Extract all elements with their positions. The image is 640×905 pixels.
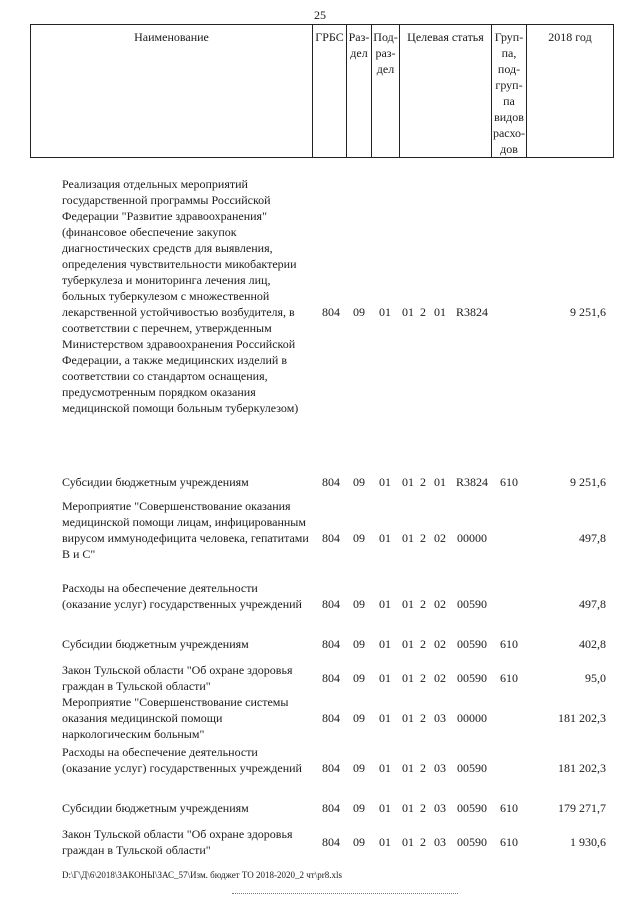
row-target-subprogram: 2 — [420, 761, 426, 775]
row-expense-group: 610 — [500, 475, 518, 489]
row-podrazdel: 01 — [379, 671, 391, 685]
row-target-subprogram: 2 — [420, 711, 426, 725]
row-razdel: 09 — [353, 475, 365, 489]
row-podrazdel: 01 — [379, 761, 391, 775]
row-target-direction: 00590 — [457, 801, 487, 815]
row-target-subprogram: 2 — [420, 531, 426, 545]
row-target-event: 02 — [434, 671, 446, 685]
row-amount: 9 251,6 — [570, 305, 606, 319]
row-podrazdel: 01 — [379, 801, 391, 815]
row-target-subprogram: 2 — [420, 475, 426, 489]
row-razdel: 09 — [353, 597, 365, 611]
row-name: Закон Тульской области "Об охране здоровья граждан в Тульской области" — [62, 663, 293, 693]
row-target-direction: 00590 — [457, 597, 487, 611]
row-podrazdel: 01 — [379, 835, 391, 849]
row-amount: 497,8 — [579, 531, 606, 545]
header-grbs: ГРБС — [315, 30, 344, 44]
row-target-program: 01 — [402, 835, 414, 849]
row-name: Расходы на обеспечение деятельности (оказание услуг) государственных учреждений — [62, 745, 302, 775]
row-target-program: 01 — [402, 801, 414, 815]
row-razdel: 09 — [353, 835, 365, 849]
row-name: Закон Тульской области "Об охране здоровья граждан в Тульской области" — [62, 827, 293, 857]
row-target-event: 02 — [434, 531, 446, 545]
row-target-subprogram: 2 — [420, 305, 426, 319]
row-target-program: 01 — [402, 761, 414, 775]
row-amount: 1 930,6 — [570, 835, 606, 849]
row-name: Реализация отдельных мероприятий государственной программы Российской Федерации "Развитие здравоохранения" (финансовое обеспечение закупок диагностических средств для выявления, определения чувствительности микобактерии туберкулеза и мониторинга лечения лиц, больных туберкулезом с множественной лекарственной устойчивостью возбудителя, в соответствии с перечнем, утвержденным Министерством здравоохранения Российской Федерации, а также медицинских изделий в соответствии со стандартом оснащения, предусмотренным порядком оказания медицинской помощи больным туберкулезом) — [62, 177, 299, 415]
row-target-direction: R3824 — [455, 305, 488, 319]
row-target-direction: 00590 — [457, 671, 487, 685]
row-expense-group: 610 — [500, 801, 518, 815]
row-name: Мероприятие "Совершенствование оказания медицинской помощи лицам, инфицированным вирусом иммунодефицита человека, гепатитами В и С" — [62, 499, 309, 561]
row-name: Мероприятие "Совершенствование системы оказания медицинской помощи наркологическим больным" — [62, 695, 289, 741]
row-podrazdel: 01 — [379, 637, 391, 651]
row-target-direction: 00000 — [457, 531, 487, 545]
row-razdel: 09 — [353, 801, 365, 815]
row-grbs: 804 — [322, 671, 340, 685]
row-podrazdel: 01 — [379, 597, 391, 611]
row-podrazdel: 01 — [379, 531, 391, 545]
row-podrazdel: 01 — [379, 711, 391, 725]
row-target-subprogram: 2 — [420, 801, 426, 815]
row-grbs: 804 — [322, 637, 340, 651]
row-target-event: 03 — [434, 761, 446, 775]
row-amount: 181 202,3 — [558, 711, 606, 725]
row-target-event: 01 — [434, 305, 446, 319]
row-grbs: 804 — [322, 761, 340, 775]
row-razdel: 09 — [353, 637, 365, 651]
row-grbs: 804 — [322, 305, 340, 319]
row-grbs: 804 — [322, 531, 340, 545]
row-target-event: 03 — [434, 835, 446, 849]
row-target-direction: 00590 — [457, 835, 487, 849]
row-amount: 95,0 — [585, 671, 606, 685]
row-grbs: 804 — [322, 475, 340, 489]
header-name: Наименование — [134, 30, 209, 44]
row-razdel: 09 — [353, 671, 365, 685]
row-razdel: 09 — [353, 761, 365, 775]
row-amount: 179 271,7 — [558, 801, 606, 815]
row-expense-group: 610 — [500, 671, 518, 685]
row-target-program: 01 — [402, 711, 414, 725]
row-target-program: 01 — [402, 597, 414, 611]
row-target-program: 01 — [402, 531, 414, 545]
file-path-footer: D:\Г\Д\6\2018\ЗАКОНЫ\ЗАС_57\Изм. бюджет ТО 2018-2020_2 чт\pr8.xls — [62, 870, 342, 880]
row-target-program: 01 — [402, 305, 414, 319]
header-expense-group: Груп- па, под- груп- па видов расхо- дов — [492, 30, 526, 156]
column-divider — [613, 24, 614, 158]
row-target-program: 01 — [402, 671, 414, 685]
row-amount: 497,8 — [579, 597, 606, 611]
row-razdel: 09 — [353, 305, 365, 319]
row-target-event: 02 — [434, 597, 446, 611]
row-target-program: 01 — [402, 637, 414, 651]
page-number: 25 — [314, 8, 326, 22]
header-podrazdel: Под- раз- дел — [373, 30, 398, 76]
row-target-direction: 00590 — [457, 761, 487, 775]
row-name: Субсидии бюджетным учреждениям — [62, 637, 249, 651]
row-name: Расходы на обеспечение деятельности (оказание услуг) государственных учреждений — [62, 581, 302, 611]
row-target-direction: 00590 — [457, 637, 487, 651]
row-grbs: 804 — [322, 835, 340, 849]
footer-divider — [232, 893, 458, 894]
header-target-article: Целевая статья — [407, 30, 484, 44]
row-podrazdel: 01 — [379, 305, 391, 319]
row-name: Субсидии бюджетным учреждениям — [62, 475, 249, 489]
row-target-direction: R3824 — [455, 475, 488, 489]
row-target-event: 03 — [434, 801, 446, 815]
row-grbs: 804 — [322, 597, 340, 611]
row-target-subprogram: 2 — [420, 637, 426, 651]
row-target-subprogram: 2 — [420, 597, 426, 611]
row-target-program: 01 — [402, 475, 414, 489]
row-target-event: 03 — [434, 711, 446, 725]
row-target-subprogram: 2 — [420, 835, 426, 849]
header-razdel: Раз- дел — [348, 30, 370, 60]
row-podrazdel: 01 — [379, 475, 391, 489]
row-grbs: 804 — [322, 801, 340, 815]
row-razdel: 09 — [353, 531, 365, 545]
row-target-direction: 00000 — [457, 711, 487, 725]
row-expense-group: 610 — [500, 637, 518, 651]
row-target-event: 01 — [434, 475, 446, 489]
row-expense-group: 610 — [500, 835, 518, 849]
row-amount: 402,8 — [579, 637, 606, 651]
row-name: Субсидии бюджетным учреждениям — [62, 801, 249, 815]
row-amount: 9 251,6 — [570, 475, 606, 489]
row-grbs: 804 — [322, 711, 340, 725]
row-razdel: 09 — [353, 711, 365, 725]
row-target-subprogram: 2 — [420, 671, 426, 685]
header-year: 2018 год — [548, 30, 592, 44]
row-amount: 181 202,3 — [558, 761, 606, 775]
row-target-event: 02 — [434, 637, 446, 651]
